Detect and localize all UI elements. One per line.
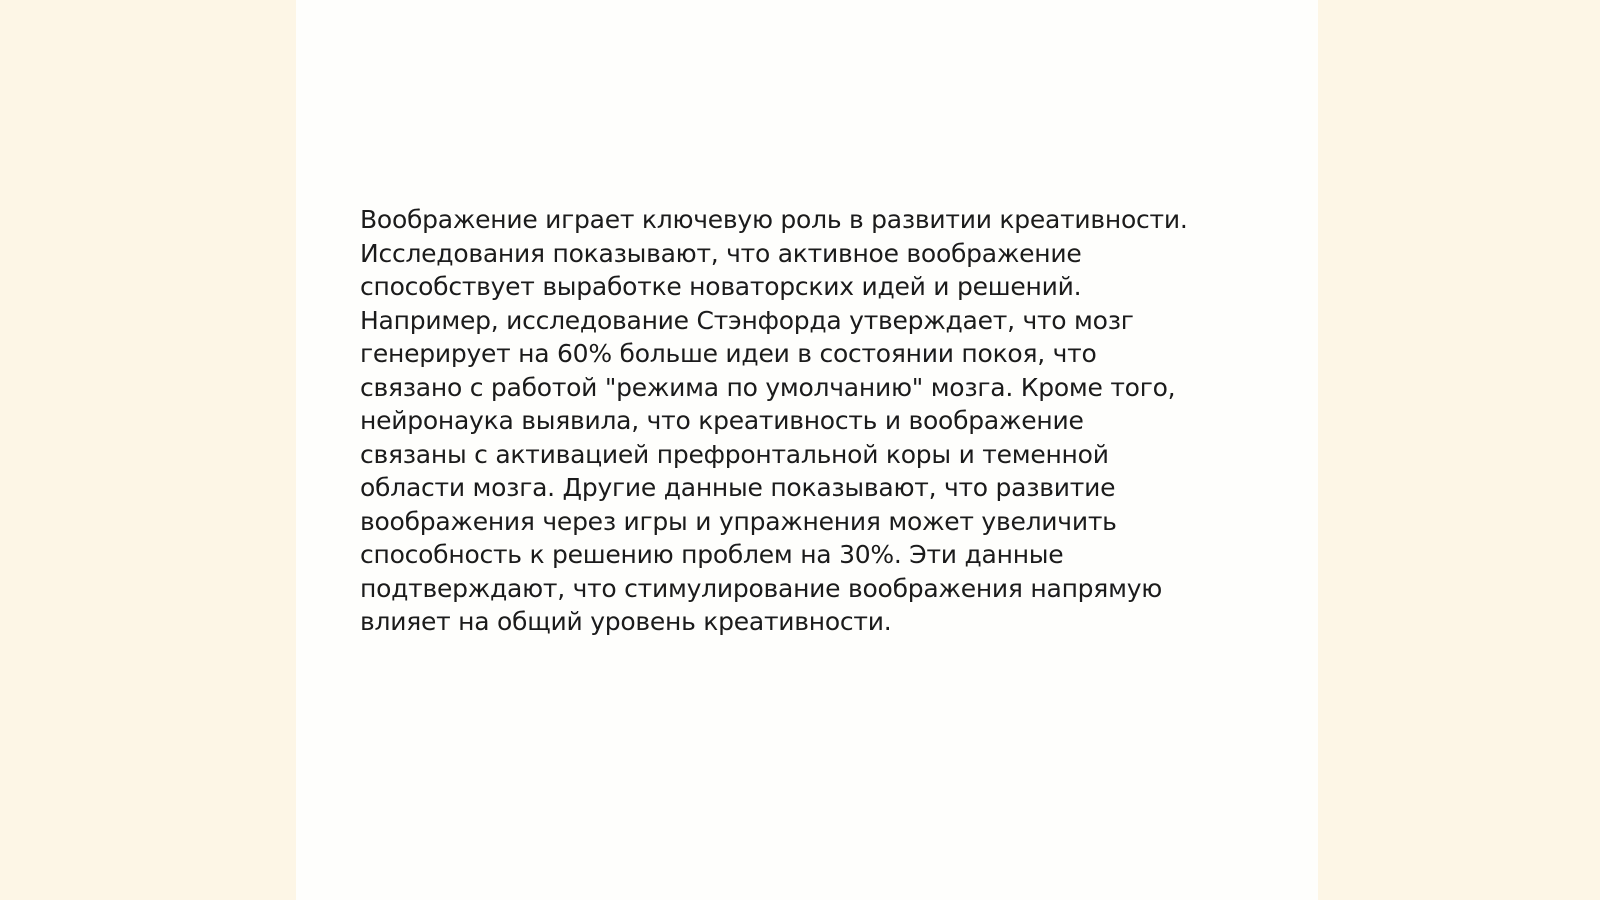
right-margin-area (1318, 0, 1600, 900)
slide-canvas (296, 0, 1318, 900)
text-box[interactable] (360, 203, 1260, 639)
left-margin-area (0, 0, 296, 900)
body-paragraph: Воображение играет ключевую роль в развитии креативности. Исследования показывают, что активное воображение способствует выработке новаторских идей и решений. Например, исследование Стэнфорда утверждает, что мозг генерирует на 60% больше идеи в состоянии покоя, что связано с работой "режима по умолчанию" мозга. Кроме того, нейронаука выявила, что креативность и воображение связаны с активацией префронтальной коры и теменной области мозга. Другие данные показывают, что развитие воображения через игры и упражнения может увеличить способность к решению проблем на 30%. Эти данные подтверждают, что стимулирование воображения напрямую влияет на общий уровень креативности. (360, 205, 1188, 636)
